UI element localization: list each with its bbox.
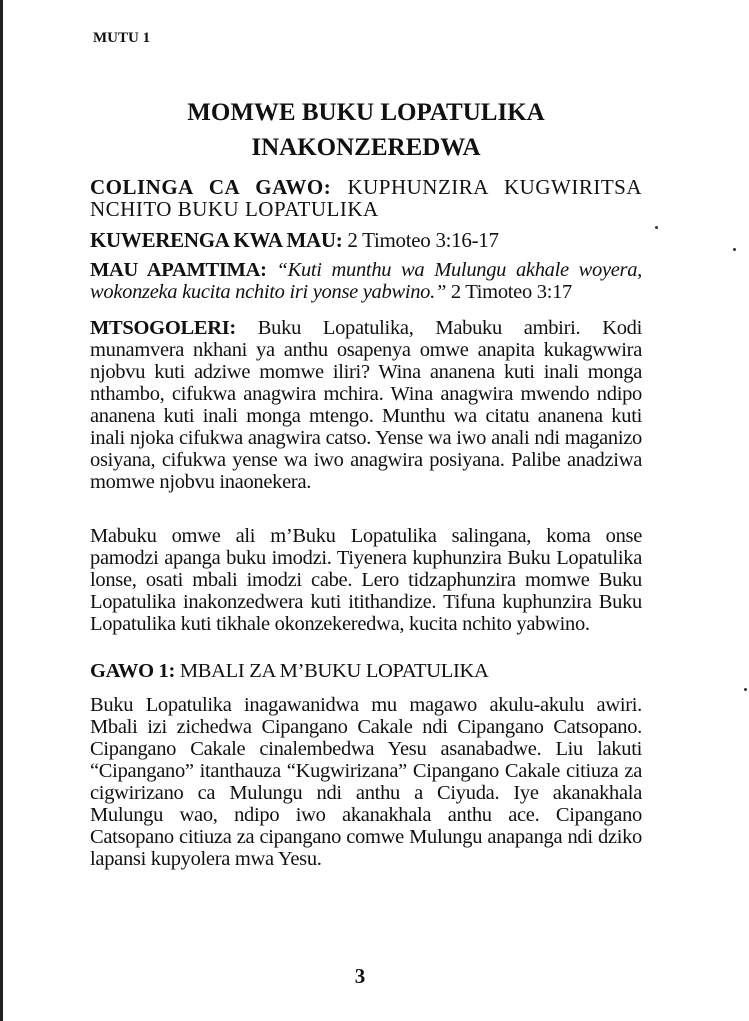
section-title: MBALI ZA M’BUKU LOPATULIKA [179,660,489,682]
introduction-text: Buku Lopatulika, Mabuku ambiri. Kodi munamvera nkhani ya anthu osapenya omwe anapita kukagwwira njobvu kuti adziwe momwe iliri? Wina ananena kuti inali monga nthambo, cifukwa anagwira mchira. Wina anagwira mwendo ndipo ananena kuti inali monga mtengo. Munthu wa citatu ananena kuti inali njoka cifukwa anagwira catso. Yense wa iwo anali ndi maganizo osiyana, cifukwa yense wa iwo anagwira posiyana. Palibe anadziwa momwe njobvu inaonekera. [90,317,642,493]
memory-verse-label: MAU APAMTIMA: [90,259,267,281]
scan-edge [0,0,3,1021]
memory-verse-quote: “Kuti munthu wa Mulungu akhale woyera, wokonzeka kucita nchito iri yonse yabwino.” [90,259,642,303]
scan-speck [744,688,747,691]
page-number: 3 [354,964,366,988]
introduction [90,317,642,493]
section-heading [90,660,642,682]
reading-label: KUWERENGA KWA MAU: [90,228,343,252]
chapter-label: MUTU 1 [93,30,151,46]
reading [90,229,642,251]
scan-speck [733,248,736,251]
paragraph-3: Buku Lopatulika inagawanidwa mu magawo akulu-akulu awiri. Mbali izi zichedwa Cipangano Cakale ndi Cipangano Catsopano. Cipangano Cakale cinalembedwa Yesu asanabadwe. Liu lakuti “Cipangano” itanthauza “Kugwirizana” Cipangano Cakale citiuza za cigwirizano ca Mulungu ndi anthu a Ciyuda. Iye akanakhala Mulungu wao, ndipo iwo akanakhala anthu ace. Cipangano Catsopano citiuza za cipangano comwe Mulungu anapanga ndi dziko lapansi kupyolera mwa Yesu. [90,694,642,870]
memory-verse [90,259,642,303]
title-line-1: MOMWE BUKU LOPATULIKA [187,99,545,126]
introduction-label: MTSOGOLERI: [90,317,236,339]
paragraph-2: Mabuku omwe ali m’Buku Lopatulika salingana, koma onse pamodzi apanga buku imodzi. Tiyenera kuphunzira Buku Lopatulika lonse, osati mbali imodzi cabe. Lero tidzaphunzira momwe Buku Lopatulika inakonzedwera kuti itithandize. Tifuna kuphunzira Buku Lopatulika kuti tikhale okonzekeredwa, kucita nchito yabwino. [90,525,642,635]
page-title [90,95,642,165]
objective-label: COLINGA CA GAWO: [90,175,332,199]
memory-verse-reference: 2 Timoteo 3:17 [450,281,572,303]
objective [90,176,642,220]
reading-reference: 2 Timoteo 3:16-17 [347,228,499,252]
scan-speck [655,226,658,229]
section-label: GAWO 1: [90,660,176,682]
title-line-2: INAKONZEREDWA [251,134,481,161]
objective-text: KUPHUNZIRA KUGWIRITSA NCHITO BUKU LOPATULIKA [90,175,642,221]
